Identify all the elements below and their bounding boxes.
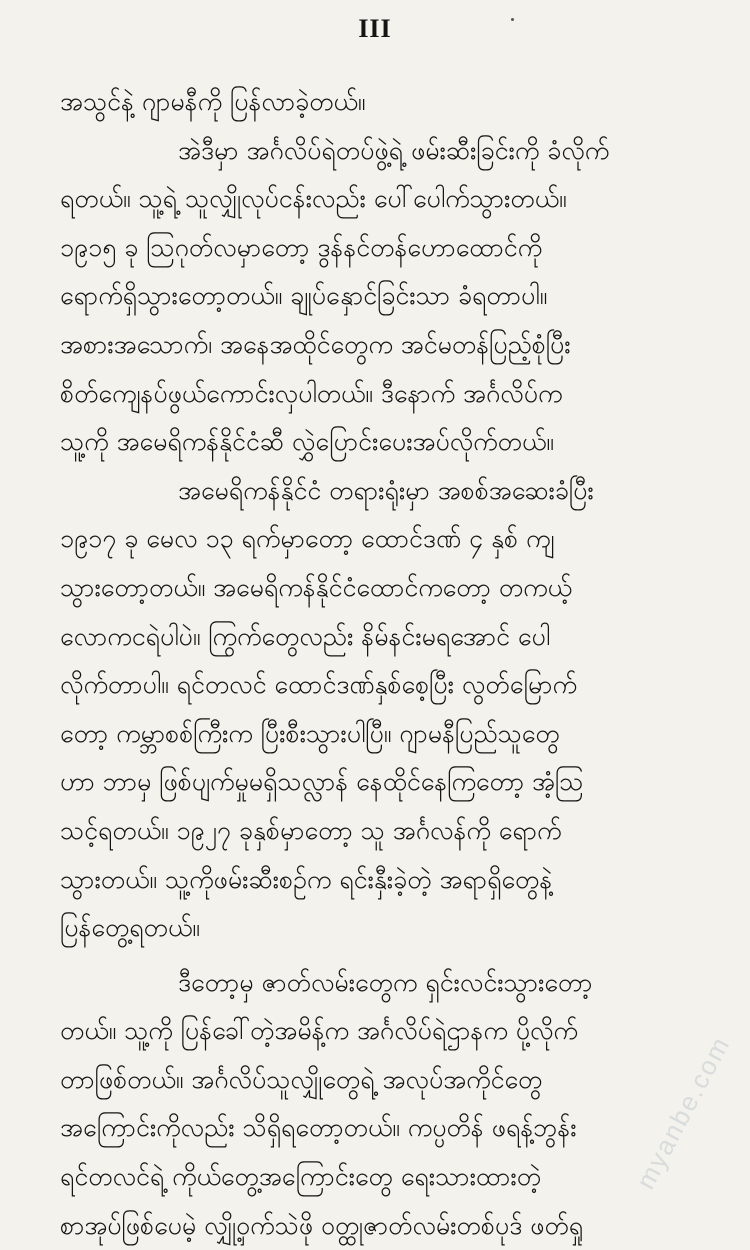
text-line: ရောက်ရှိသွားတော့တယ်။ ချုပ်နှောင်ခြင်းသာ ခံရတာပါ။	[60, 281, 548, 311]
text-line: ရတယ်။ သူ့ရဲ့ သူလျှိုလုပ်ငန်းလည်း ပေါ်ပေါက်သွားတယ်။	[60, 184, 567, 214]
text-line: အစားအသောက်၊ အနေအထိုင်တွေက အင်မတန်ပြည့်စုံပြီး	[60, 329, 571, 359]
text-line: သင့်ရတယ်။ ၁၉၂၇ ခုနှစ်မှာတော့ သူ အင်္ဂလန်ကို ရောက်	[60, 815, 562, 845]
text-line: လောကငရဲပါပဲ။ ကြွက်တွေလည်း နိမ်နင်းမရအောင် ပေါ	[60, 621, 551, 651]
text-line: ရင်တလင်ရဲ့ ကိုယ်တွေ့အကြောင်းတွေ ရေးသားထားတဲ့	[60, 1162, 542, 1192]
text-line: အဲဒီမှာ အင်္ဂလိပ်ရဲတပ်ဖွဲ့ရဲ့ ဖမ်းဆီးခြင်းကို ခံလိုက်	[178, 135, 610, 165]
text-line: တယ်။ သူ့ကို ပြန်ခေါ်တဲ့အမိန့်က အင်္ဂလိပ်ရဲဌာနက ပို့လိုက်	[60, 1016, 578, 1046]
text-line: စိတ်ကျေနပ်ဖွယ်ကောင်းလှပါတယ်။ ဒီနောက် အင်္ဂလိပ်က	[60, 378, 563, 408]
text-line: သွားတယ်။ သူ့ကိုဖမ်းဆီးစဉ်က ရင်းနှီးခဲ့တဲ့ အရာရှိတွေနဲ့	[60, 864, 553, 894]
text-line: ပြန်တွေ့ရတယ်။	[60, 913, 200, 943]
page-number: III	[358, 14, 392, 43]
text-line: ဒီတော့မှ ဇာတ်လမ်းတွေက ရှင်းလင်းသွားတော့	[178, 967, 593, 997]
text-line: စာအုပ်ဖြစ်ပေမဲ့ လျှို့ဝှက်သဲဖို ဝတ္ထုဇာတ်လမ်းတစ်ပုဒ် ဖတ်ရှု	[60, 1210, 584, 1240]
page-speck	[511, 18, 514, 21]
text-line: တာဖြစ်တယ်။ အင်္ဂလိပ်သူလျှိုတွေရဲ့ အလုပ်အကိုင်တွေ	[60, 1064, 543, 1094]
text-line: တော့ ကမ္ဘာစစ်ကြီးက ပြီးစီးသွားပါပြီ။ ဂျာမနီပြည်သူတွေ	[60, 718, 560, 748]
body-text	[60, 78, 700, 1250]
watermark: myanbe.com	[630, 1030, 737, 1194]
text-line: အမေရိကန်နိုင်ငံ တရားရုံးမှာ အစစ်အဆေးခံပြီး	[178, 475, 594, 505]
text-line: အကြောင်းကိုလည်း သိရှိရတော့တယ်။ ကပ္ပတိန် ဖရန့်ဘွန်း	[60, 1113, 577, 1143]
text-line: သွားတော့တယ်။ အမေရိကန်နိုင်ငံထောင်ကတော့ တကယ့်	[60, 572, 572, 602]
text-line: ၁၉၁၅ ခု ဩဂုတ်လမှာတော့ ဒွန်နင်တန်ဟောထောင်ကို	[60, 232, 543, 262]
text-line: အသွင်နဲ့ ဂျာမနီကို ပြန်လာခဲ့တယ်။	[60, 87, 366, 116]
text-line: သူ့ကို အမေရိကန်နိုင်ငံဆီ လွှဲပြောင်းပေးအပ်လိုက်တယ်။	[60, 427, 554, 457]
text-line: ဟာ ဘာမှ ဖြစ်ပျက်မှုမရှိသလ္လာန် နေထိုင်နေကြတော့ အံ့ဩ	[60, 767, 584, 797]
text-line: ၁၉၁၇ ခု မေလ ၁၃ ရက်မှာတော့ ထောင်ဒဏ် ၄ နှစ် ကျ	[60, 524, 555, 554]
text-line: လိုက်တာပါ။ ရင်တလင် ထောင်ဒဏ်နှစ်စေ့ပြီး လွတ်မြောက်	[60, 670, 577, 700]
